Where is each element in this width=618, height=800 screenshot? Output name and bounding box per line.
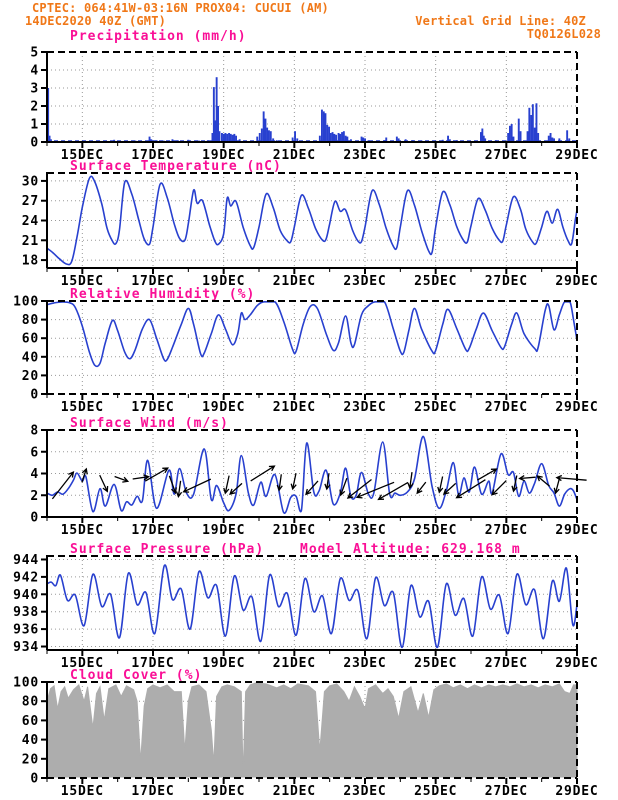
x-tick-label: 29DEC: [555, 784, 599, 799]
y-tick-label: 942: [13, 570, 39, 586]
wind-direction-arrow: [115, 477, 128, 483]
cloud-cover-title: Cloud Cover (%): [70, 668, 203, 683]
y-tick-label: 30: [21, 174, 39, 190]
x-tick-label: 19DEC: [202, 400, 246, 415]
y-tick-label: 18: [21, 253, 39, 269]
series-line: [47, 436, 577, 513]
humidity-title: Relative Humidity (%): [70, 287, 256, 302]
x-tick-label: 17DEC: [131, 784, 175, 799]
y-tick-label: 1: [30, 117, 39, 133]
y-tick-label: 24: [21, 214, 39, 229]
precip-bar: [326, 125, 328, 142]
x-tick-label: 29DEC: [555, 400, 599, 415]
x-tick-label: 19DEC: [202, 784, 246, 799]
wind-direction-arrow: [224, 476, 229, 494]
precip-bar: [330, 133, 332, 142]
x-tick-label: 29DEC: [555, 148, 599, 163]
x-tick-label: 27DEC: [484, 784, 528, 799]
precip-bar: [518, 119, 520, 142]
x-tick-label: 25DEC: [414, 784, 458, 799]
x-tick-label: 15DEC: [60, 656, 104, 671]
x-tick-label: 19DEC: [202, 656, 246, 671]
wind-direction-arrow: [444, 483, 456, 494]
x-tick-label: 25DEC: [414, 400, 458, 415]
header-run-id: TQ0126L028: [526, 27, 601, 41]
precip-bar: [265, 119, 267, 142]
y-tick-label: 80: [21, 694, 39, 710]
precip-bar: [230, 134, 232, 142]
x-tick-label: 21DEC: [272, 784, 316, 799]
y-tick-label: 0: [30, 387, 39, 403]
precip-bar: [321, 110, 323, 142]
precip-bar: [261, 129, 263, 143]
x-tick-label: 23DEC: [343, 523, 387, 538]
y-tick-label: 40: [21, 733, 39, 749]
x-tick-label: 21DEC: [272, 400, 316, 415]
x-tick-label: 21DEC: [272, 523, 316, 538]
precip-bar: [263, 111, 265, 142]
x-tick-label: 15DEC: [60, 274, 104, 289]
wind-direction-arrow: [251, 466, 275, 481]
x-tick-label: 29DEC: [555, 656, 599, 671]
wind-direction-arrow: [133, 475, 149, 480]
x-tick-label: 27DEC: [484, 148, 528, 163]
y-tick-label: 3: [30, 81, 39, 97]
x-tick-label: 25DEC: [414, 148, 458, 163]
wind-direction-arrow: [554, 478, 559, 494]
x-tick-label: 21DEC: [272, 148, 316, 163]
precip-bar: [232, 135, 234, 142]
precip-bar: [328, 127, 330, 142]
x-tick-label: 15DEC: [60, 148, 104, 163]
x-tick-label: 17DEC: [131, 400, 175, 415]
wind-direction-arrow: [520, 476, 536, 481]
x-tick-label: 25DEC: [414, 656, 458, 671]
precip-bar: [266, 128, 268, 142]
wind-direction-arrow: [291, 473, 296, 489]
precip-bar: [532, 104, 534, 142]
x-tick-label: 27DEC: [484, 656, 528, 671]
x-tick-label: 17DEC: [131, 274, 175, 289]
x-tick-label: 27DEC: [484, 523, 528, 538]
precip-bar: [343, 131, 345, 142]
wind-direction-arrow: [557, 476, 587, 481]
precip-bar: [511, 124, 513, 142]
wind-direction-arrow: [438, 477, 443, 493]
wind-direction-arrow: [145, 468, 168, 481]
precip-bar: [225, 133, 227, 142]
y-tick-label: 60: [21, 713, 39, 729]
y-tick-label: 0: [30, 510, 39, 526]
precipitation-title: Precipitation (mm/h): [70, 29, 247, 44]
y-tick-label: 936: [13, 622, 39, 638]
precip-bar: [221, 133, 223, 142]
wind-direction-arrow: [408, 472, 413, 488]
precip-bar: [341, 132, 343, 142]
precipitation-chart: [30, 46, 598, 164]
x-tick-label: 21DEC: [272, 274, 316, 289]
precip-bar: [294, 131, 296, 142]
y-tick-label: 0: [30, 135, 39, 151]
precip-bar: [226, 134, 228, 142]
x-tick-label: 27DEC: [484, 400, 528, 415]
x-tick-label: 29DEC: [555, 523, 599, 538]
wind-title: Surface Wind (m/s): [70, 416, 229, 431]
precip-bar: [338, 133, 340, 142]
x-tick-label: 17DEC: [131, 656, 175, 671]
precip-bar: [527, 131, 529, 142]
y-tick-label: 944: [13, 553, 39, 568]
x-tick-label: 23DEC: [343, 400, 387, 415]
y-tick-label: 60: [21, 331, 39, 347]
y-tick-label: 20: [21, 752, 39, 768]
wind-direction-arrow: [417, 482, 426, 493]
y-tick-label: 4: [30, 467, 39, 482]
header-grid-line-note: Vertical Grid Line: 40Z: [415, 14, 586, 28]
y-tick-label: 100: [13, 294, 39, 310]
x-tick-label: 17DEC: [131, 523, 175, 538]
model-altitude-label: Model Altitude: 629.168 m: [300, 542, 521, 557]
y-tick-label: 5: [30, 45, 39, 61]
x-tick-label: 27DEC: [484, 274, 528, 289]
precip-bar: [323, 111, 325, 142]
precip-bar: [339, 134, 341, 142]
precip-bar: [520, 131, 522, 142]
precip-bar: [270, 131, 272, 142]
y-tick-label: 2: [30, 99, 39, 115]
x-tick-label: 19DEC: [202, 274, 246, 289]
precip-bar: [268, 130, 270, 142]
x-tick-label: 19DEC: [202, 523, 246, 538]
x-tick-label: 23DEC: [343, 274, 387, 289]
cloud-cover-chart: [13, 676, 598, 800]
y-tick-label: 20: [21, 368, 39, 384]
y-tick-label: 938: [13, 605, 39, 621]
x-tick-label: 29DEC: [555, 274, 599, 289]
precip-bar: [335, 135, 337, 142]
surface-pressure-chart: [13, 553, 598, 671]
precip-bar: [223, 134, 225, 142]
surface-wind-chart: [30, 424, 598, 539]
header-date-line: 14DEC2020 40Z (GMT): [25, 14, 167, 28]
y-tick-label: 2: [30, 488, 39, 504]
precip-bar: [566, 130, 568, 142]
x-tick-label: 23DEC: [343, 656, 387, 671]
precip-bar: [530, 115, 532, 142]
precip-bar: [233, 134, 235, 142]
x-tick-label: 21DEC: [272, 656, 316, 671]
header-station-line: CPTEC: 064:41W-03:16N PROX04: CUCUI (AM): [32, 1, 329, 15]
x-tick-label: 25DEC: [414, 274, 458, 289]
y-tick-label: 0: [30, 771, 39, 787]
cloud-area: [47, 683, 577, 777]
y-tick-label: 80: [21, 313, 39, 329]
surface-temperature-chart: [22, 172, 599, 289]
y-tick-label: 27: [21, 194, 39, 210]
y-tick-label: 6: [30, 445, 39, 461]
precip-bar: [325, 113, 327, 142]
precip-bar: [536, 103, 538, 142]
relative-humidity-chart: [13, 295, 598, 416]
x-tick-label: 15DEC: [60, 400, 104, 415]
precip-bar: [228, 133, 230, 142]
y-tick-label: 940: [13, 587, 39, 603]
series-line: [47, 176, 577, 264]
precip-bar: [537, 133, 539, 142]
temperature-title: Surface Temperature (nC): [70, 159, 282, 174]
precip-bar: [550, 133, 552, 142]
x-tick-label: 17DEC: [131, 148, 175, 163]
precip-bar: [534, 128, 536, 142]
precip-bar: [259, 133, 261, 142]
x-tick-label: 19DEC: [202, 148, 246, 163]
pressure-title: Surface Pressure (hPa): [70, 542, 265, 557]
y-tick-label: 8: [30, 423, 39, 439]
precip-bar: [507, 133, 509, 142]
precip-bar: [219, 131, 221, 142]
y-tick-label: 40: [21, 350, 39, 366]
y-tick-label: 4: [30, 63, 39, 79]
x-tick-label: 15DEC: [60, 523, 104, 538]
y-tick-label: 21: [21, 233, 39, 249]
wind-direction-arrow: [477, 469, 496, 480]
wind-direction-arrow: [169, 476, 176, 493]
y-tick-label: 100: [13, 675, 39, 691]
x-tick-label: 15DEC: [60, 784, 104, 799]
y-tick-label: 934: [13, 640, 39, 655]
x-tick-label: 23DEC: [343, 148, 387, 163]
precip-bar: [332, 132, 334, 142]
x-tick-label: 23DEC: [343, 784, 387, 799]
precip-bar: [509, 126, 511, 142]
precip-bar: [528, 108, 530, 142]
x-tick-label: 25DEC: [414, 523, 458, 538]
precip-bar: [333, 134, 335, 142]
